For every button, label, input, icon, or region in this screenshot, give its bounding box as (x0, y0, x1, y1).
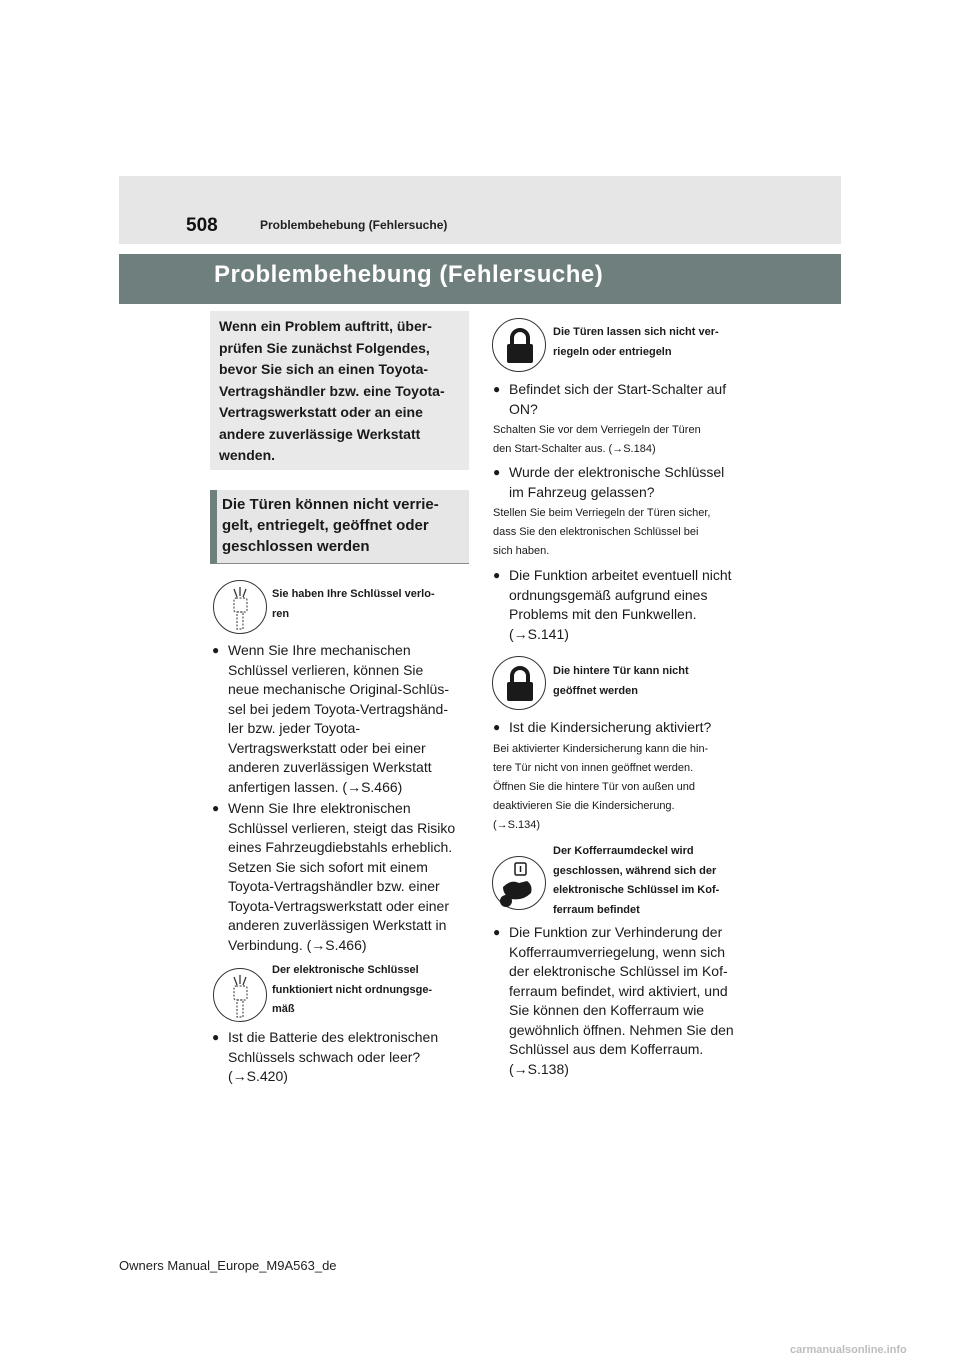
icon-label: Der Kofferraumdeckel wird geschlossen, während sich der elektronische Schlüssel im Kof- ferraum befindet (553, 845, 720, 916)
note-text: Schalten Sie vor dem Verriegeln der Türen den Start-Schalter aus. (→S.184) (493, 424, 701, 455)
list-item: ● Die Funktion zur Verhinderung der Kofferraumverriegelung, wenn sich der elektronische Schlüssel im Kof- ferraum befindet, wird aktiviert, und Sie können den Kofferraum wie gewöhnlich öffnen. Nehmen Sie den Schlüssel aus dem Kofferraum. (→S.138) (493, 924, 734, 1077)
header-band (119, 176, 841, 244)
running-title: Problembehebung (Fehlersuche) (260, 218, 448, 232)
lock-icon (492, 318, 546, 372)
list-item: ● Ist die Kindersicherung aktiviert? (493, 719, 712, 735)
icon-label: Die Türen lassen sich nicht ver- riegeln oder entriegeln (553, 326, 719, 358)
note-text: Stellen Sie beim Verriegeln der Türen sicher, dass Sie den elektronischen Schlüssel bei sich haben. (493, 507, 711, 557)
key-icon (213, 580, 267, 634)
intro-text: Wenn ein Problem auftritt, über- prüfen Sie zunächst Folgendes, bevor Sie sich an einen Toyota- Vertragshändler bzw. eine Toyota- Vertragswerkstatt oder an eine andere zuverlässige Werkstatt wenden. (219, 318, 445, 463)
manual-id: Owners Manual_Europe_M9A563_de (119, 1258, 337, 1273)
icon-label: Die hintere Tür kann nicht geöffnet werden (553, 665, 689, 697)
section-title: Die Türen können nicht verrie- gelt, entriegelt, geöffnet oder geschlossen werden (222, 496, 439, 555)
watermark: carmanualsonline.info (790, 1344, 907, 1356)
list-item: ● Befindet sich der Start-Schalter auf ON? (493, 381, 727, 417)
trunk-key-icon (492, 856, 546, 910)
list-item: ● Wenn Sie Ihre mechanischen Schlüssel verlieren, können Sie neue mechanische Original-Schlüs- sel bei jedem Toyota-Vertragshänd- ler bzw. jeder Toyota- Vertragswerkstatt oder bei einer anderen zuverlässigen Werkstatt anfertigen lassen. (→S.466) (212, 642, 449, 795)
page-number: 508 (186, 215, 218, 236)
key-icon (213, 968, 267, 1022)
list-item: ● Wenn Sie Ihre elektronischen Schlüssel verlieren, steigt das Risiko eines Fahrzeugdiebstahls erheblich. Setzen Sie sich sofort mit einem Toyota-Vertragshändler bzw. einer Toyota-Vertragswerkstatt oder einer anderen zuverlässigen Werkstatt in Verbindung. (→S.466) (212, 800, 456, 953)
note-text: Bei aktivierter Kindersicherung kann die hin- tere Tür nicht von innen geöffnet werden. Öffnen Sie die hintere Tür von außen und deaktivieren Sie die Kindersicherung. (→S.134) (493, 743, 709, 831)
icon-label: Der elektronische Schlüssel funktioniert nicht ordnungsge- mäß (272, 964, 433, 1015)
lock-icon (492, 656, 546, 710)
icon-label: Sie haben Ihre Schlüssel verlo- ren (272, 588, 435, 620)
list-item: ● Ist die Batterie des elektronischen Schlüssels schwach oder leer? (→S.420) (212, 1029, 439, 1084)
list-item: ● Wurde der elektronische Schlüssel im Fahrzeug gelassen? (493, 464, 725, 500)
page-title: Problembehebung (Fehlersuche) (214, 261, 604, 288)
list-item: ● Die Funktion arbeitet eventuell nicht ordnungsgemäß aufgrund eines Problems mit den Funkwellen. (→S.141) (493, 567, 732, 642)
